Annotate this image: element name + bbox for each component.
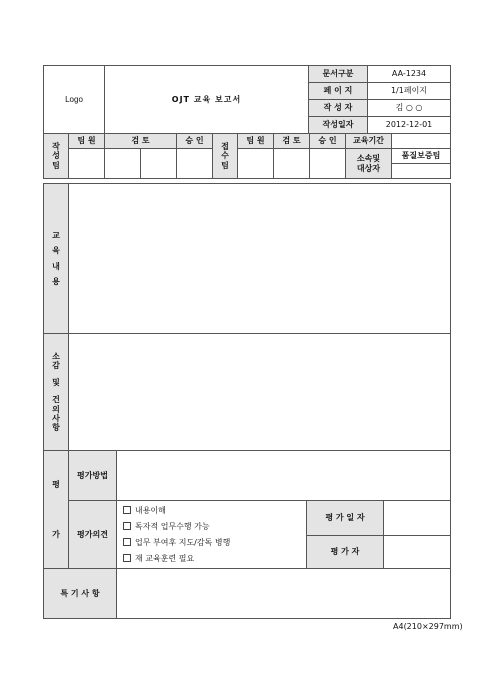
meta-value-date: 2012-12-01	[368, 117, 451, 134]
meta-value-doc-type: AA-1234	[368, 66, 451, 83]
writer-sign-member[interactable]	[69, 149, 105, 179]
receiver-sign-member[interactable]	[238, 149, 274, 179]
special-notes-area[interactable]	[117, 569, 451, 619]
writer-col-member: 팀 원	[69, 134, 105, 149]
writer-team-label: 작 성 팀	[44, 134, 69, 179]
writer-sign-review-1[interactable]	[105, 149, 141, 179]
writer-col-review: 검 토	[105, 134, 177, 149]
receiver-sign-review[interactable]	[274, 149, 310, 179]
impression-area[interactable]	[69, 334, 451, 451]
receiver-team-label: 접 수 팀	[213, 134, 238, 179]
eval-method-value[interactable]	[117, 451, 451, 501]
dept-value-2[interactable]	[392, 164, 451, 179]
writer-sign-review-2[interactable]	[141, 149, 177, 179]
eval-opinion-label: 평가의견	[69, 501, 117, 569]
body-table	[43, 183, 451, 619]
meta-label-author: 작 성 자	[309, 100, 368, 117]
eval-opinion-options	[117, 501, 307, 569]
writer-col-approve: 승 인	[177, 134, 213, 149]
checkbox-icon[interactable]	[123, 506, 131, 514]
checkbox-icon[interactable]	[123, 538, 131, 546]
paper-size-note: A4(210×297mm)	[393, 622, 463, 631]
logo: Logo	[44, 66, 105, 134]
writer-sign-approve[interactable]	[177, 149, 213, 179]
meta-label-page: 페 이 지	[309, 83, 368, 100]
checkbox-icon[interactable]	[123, 522, 131, 530]
approval-table	[43, 133, 451, 179]
eval-method-label: 평가방법	[69, 451, 117, 501]
content-area[interactable]	[69, 184, 451, 334]
meta-value-page: 1/1페이지	[368, 83, 451, 100]
meta-label-date: 작성일자	[309, 117, 368, 134]
dept-value[interactable]: 품질보증팀	[392, 149, 451, 164]
checkbox-icon[interactable]	[123, 554, 131, 562]
special-notes-label: 특 기 사 항	[44, 569, 117, 619]
eval-date-label: 평 가 일 자	[307, 501, 384, 536]
header-table	[43, 65, 451, 134]
period-label: 교육기간	[346, 134, 392, 149]
period-value[interactable]	[392, 134, 451, 149]
receiver-col-review: 검 토	[274, 134, 310, 149]
evaluator-label: 평 가 자	[307, 536, 384, 569]
impression-label: 소 감 및 건 의 사 항	[44, 334, 69, 451]
content-label: 교 육 내 용	[44, 184, 69, 334]
dept-label: 소속및 대상자	[346, 149, 392, 179]
receiver-col-member: 팀 원	[238, 134, 274, 149]
receiver-col-approve: 승 인	[310, 134, 346, 149]
option-retraining[interactable]: 재 교육훈련 필요	[123, 551, 306, 567]
option-understanding[interactable]: 내용이해	[123, 503, 306, 519]
page-title: OJT 교육 보고서	[105, 66, 309, 134]
receiver-sign-approve[interactable]	[310, 149, 346, 179]
evaluation-label: 평 가	[44, 451, 69, 569]
option-supervised[interactable]: 업무 부여후 지도/감독 병행	[123, 535, 306, 551]
meta-value-author: 김 ○ ○	[368, 100, 451, 117]
meta-label-doc-type: 문서구분	[309, 66, 368, 83]
evaluator-value[interactable]	[384, 536, 451, 569]
option-independent[interactable]: 독자적 업무수행 가능	[123, 519, 306, 535]
eval-date-value[interactable]	[384, 501, 451, 536]
